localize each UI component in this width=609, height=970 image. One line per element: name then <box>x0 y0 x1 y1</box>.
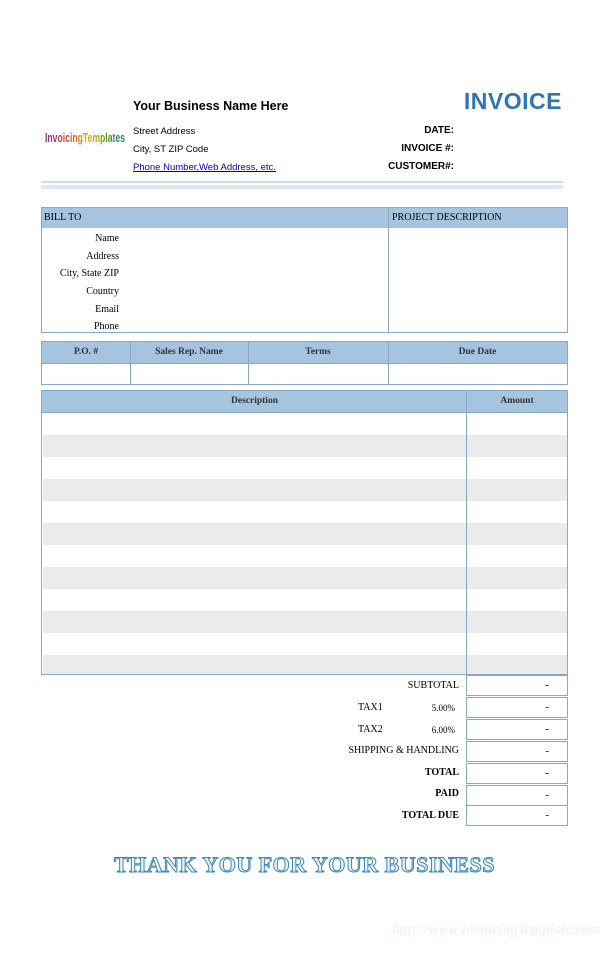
tax2-value: - <box>466 719 568 740</box>
total-due-value: - <box>466 805 568 826</box>
project-description-header: PROJECT DESCRIPTION <box>392 212 502 223</box>
bill-country-label: Country <box>86 286 119 297</box>
due-date-header: Due Date <box>458 347 497 357</box>
bill-to-header: BILL TO <box>44 212 82 223</box>
description-header: Description <box>231 396 278 406</box>
bill-address-label: Address <box>86 251 119 262</box>
bill-phone-label: Phone <box>94 321 119 332</box>
project-description-input[interactable] <box>391 230 565 330</box>
sales-rep-cell[interactable] <box>131 364 247 384</box>
paid-value[interactable]: - <box>466 785 568 806</box>
amount-col-divider <box>466 391 467 674</box>
table-row[interactable] <box>43 479 567 501</box>
amount-header: Amount <box>500 396 534 406</box>
table-row[interactable] <box>43 633 567 655</box>
website-watermark: http://www.InvoicingTemplate.com <box>391 922 601 938</box>
due-date-cell[interactable] <box>389 364 566 384</box>
total-label: TOTAL <box>424 767 459 778</box>
sales-rep-header: Sales Rep. Name <box>155 347 223 357</box>
bill-name-label: Name <box>95 233 119 244</box>
tax1-label: TAX1 <box>358 702 383 713</box>
po-number-header: P.O. # <box>73 347 99 357</box>
header-divider-shadow <box>41 185 563 189</box>
bill-to-input-area[interactable] <box>130 230 386 330</box>
bill-city-label: City, State ZIP <box>59 268 119 279</box>
tax2-label: TAX2 <box>358 724 383 735</box>
tax2-rate[interactable]: 6.00% <box>431 725 455 735</box>
line-items-table <box>41 390 568 675</box>
table-row[interactable] <box>43 567 567 589</box>
tax1-value: - <box>466 697 568 718</box>
bill-to-section <box>41 207 568 333</box>
table-row[interactable] <box>43 523 567 545</box>
terms-header: Terms <box>305 347 331 357</box>
customer-number-label: CUSTOMER#: <box>388 161 454 172</box>
invoice-number-label: INVOICE #: <box>401 143 454 154</box>
terms-cell[interactable] <box>249 364 387 384</box>
shipping-value[interactable]: - <box>466 741 568 762</box>
tax1-rate[interactable]: 5.00% <box>431 703 455 713</box>
city-state-zip: City, ST ZIP Code <box>133 144 209 155</box>
logo-text: InvoicingTemplates <box>45 130 125 145</box>
paid-label: PAID <box>435 788 459 799</box>
thank-you-message: THANK YOU FOR YOUR BUSINESS <box>113 852 496 877</box>
total-due-label: TOTAL DUE <box>401 810 459 821</box>
table-row[interactable] <box>43 589 567 611</box>
order-info-table <box>41 341 568 385</box>
total-value: - <box>466 763 568 784</box>
table-row[interactable] <box>43 611 567 633</box>
po-number-cell[interactable] <box>43 364 129 384</box>
header-divider <box>41 181 563 183</box>
shipping-label: SHIPPING & HANDLING <box>348 745 459 756</box>
table-row[interactable] <box>43 501 567 523</box>
table-row[interactable] <box>43 655 567 674</box>
table-row[interactable] <box>43 413 567 435</box>
table-row[interactable] <box>43 545 567 567</box>
table-row[interactable] <box>43 457 567 479</box>
company-logo <box>45 122 125 152</box>
date-label: DATE: <box>424 125 454 136</box>
table-row[interactable] <box>43 435 567 457</box>
street-address: Street Address <box>133 126 196 137</box>
bill-email-label: Email <box>95 304 119 315</box>
business-name: Your Business Name Here <box>133 99 289 113</box>
contact-link[interactable]: Phone Number,Web Address, etc. <box>133 162 276 173</box>
subtotal-label: SUBTOTAL <box>407 680 459 691</box>
bill-divider <box>388 208 389 332</box>
subtotal-value: - <box>466 675 568 696</box>
invoice-title: INVOICE <box>463 88 562 114</box>
